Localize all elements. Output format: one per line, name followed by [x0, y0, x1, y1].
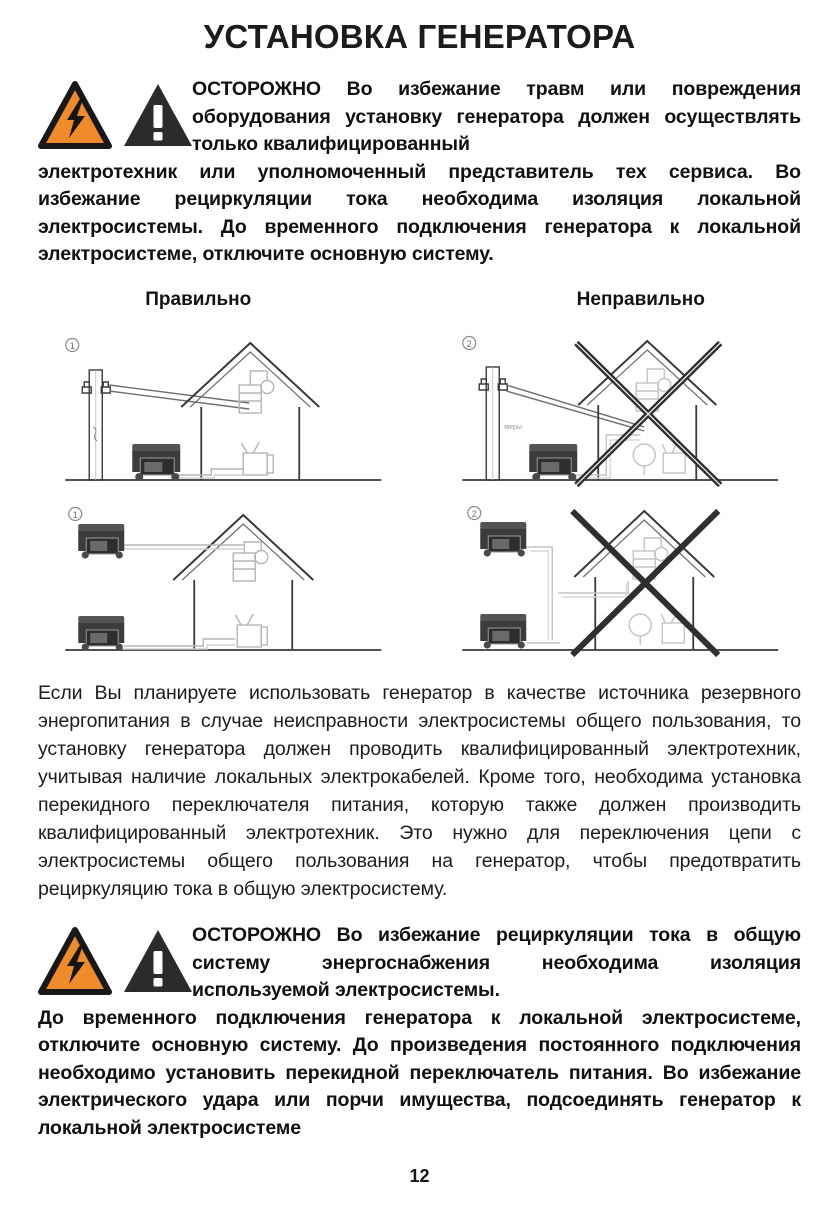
exclamation-triangle-icon	[122, 928, 194, 996]
svg-text:меры: меры	[503, 423, 522, 431]
generator-unit	[529, 444, 577, 481]
figure-correct-direct	[38, 495, 405, 665]
generator-unit-upper	[480, 522, 526, 557]
figure-grid	[38, 325, 801, 665]
warning-1-tail-text: электротехник или уполномоченный представитель тех сервиса. Во избежание рециркуляции тока необходима изоляция локальной электросистемы. До временного подключения генератора к локальной электросистеме, отключите основную систему.	[38, 160, 801, 265]
electric-shock-triangle-icon	[38, 80, 112, 150]
electric-shock-triangle-icon	[38, 926, 112, 996]
svg-text:1: 1	[72, 509, 78, 520]
svg-text:2: 2	[471, 508, 477, 519]
exclamation-triangle-icon	[122, 82, 194, 150]
caption-incorrect: Неправильно	[576, 288, 705, 310]
document-page	[0, 16, 839, 1207]
warning-icon-group-2	[38, 926, 186, 1002]
warning-2-lead-text: ОСТОРОЖНО Во избежание рециркуляции тока в общую систему энергоснабжения необходима изоляция используемой электросистемы.	[192, 924, 801, 1001]
page-number: 12	[409, 1166, 430, 1186]
diagram-incorrect-pole	[435, 325, 802, 495]
body-paragraph: Если Вы планируете использовать генератор в качестве источника резервного энергопитания в случае неисправности электросистемы общего пользования, то установку генератора должен проводить квалифицированный электротехник, учитывая наличие локальных электрокабелей. Кроме того, необходима установка перекидного переключателя питания, которую также должен производить квалифицированный электротехник. Это нужно для переключения цепи с электросистемы общего пользования на генератор, чтобы предотвратить рециркуляцию тока в общую электросистему.	[38, 681, 801, 900]
svg-text:1: 1	[69, 340, 75, 351]
warning-block-1	[38, 76, 801, 269]
warning-block-2	[38, 922, 801, 1142]
caption-correct: Правильно	[145, 288, 252, 310]
figure-correct-pole	[38, 325, 405, 495]
prohibition-cross-icon	[572, 511, 718, 655]
warning-2-tail-text: До временного подключения генератора к локальной электросистеме, отключите основную систему. До произведения постоянного подключения необходимо установить перекидной переключатель питания. Во избежание электрического удара или порчи имущества, подсоединять генератор к локальной электросистеме	[38, 1006, 801, 1139]
warning-1-lead-text: ОСТОРОЖНО Во избежание травм или повреждения оборудования установку генератора должен осуществлять только квалифицированный	[192, 78, 801, 155]
figure-captions	[38, 289, 801, 311]
diagram-correct-direct	[38, 495, 405, 665]
svg-text:2: 2	[466, 338, 472, 349]
figure-incorrect-direct	[435, 495, 802, 665]
diagram-correct-pole	[38, 325, 405, 495]
generator-unit-upper	[78, 524, 124, 559]
warning-icon-group-1	[38, 80, 186, 156]
generator-unit-lower	[480, 614, 526, 649]
diagram-incorrect-direct	[435, 495, 802, 665]
generator-unit	[132, 444, 180, 481]
figure-incorrect-pole	[435, 325, 802, 495]
page-title: УСТАНОВКА ГЕНЕРАТОРА	[203, 18, 636, 55]
generator-unit-lower	[78, 616, 124, 651]
